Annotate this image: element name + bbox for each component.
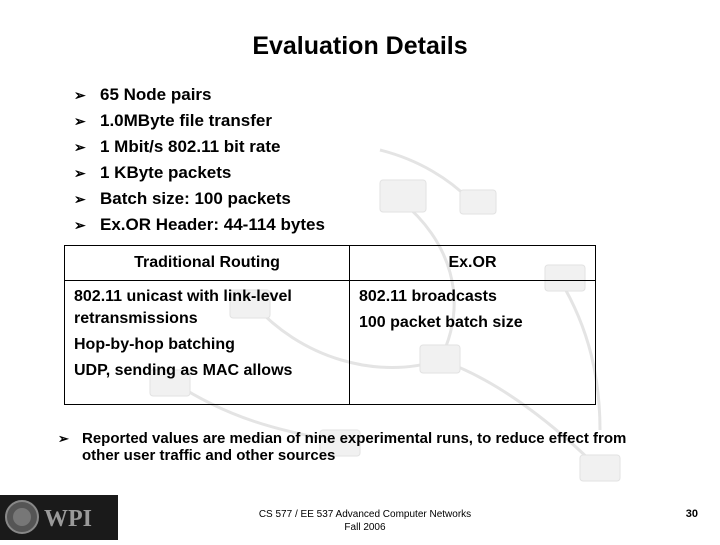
note-line-1: Reported values are median of nine experimental runs, to reduce effect from bbox=[82, 430, 627, 447]
footer-term: Fall 2006 bbox=[344, 522, 386, 533]
note-bullet bbox=[58, 430, 678, 464]
bullet-text: Ex.OR Header: 44-114 bytes bbox=[100, 215, 325, 234]
slide-title: Evaluation Details bbox=[252, 32, 468, 60]
arrow-bullet-icon: ➢ bbox=[58, 431, 69, 446]
bullet-item bbox=[74, 160, 325, 186]
bullet-item bbox=[74, 212, 325, 238]
bullet-item bbox=[74, 186, 325, 212]
bullet-text: Batch size: 100 packets bbox=[100, 189, 291, 208]
arrow-bullet-icon: ➢ bbox=[74, 164, 86, 181]
cell-line: 100 packet batch size bbox=[359, 314, 523, 331]
wpi-seal-icon bbox=[0, 495, 118, 540]
bullet-text: 1 Mbit/s 802.11 bit rate bbox=[100, 137, 281, 156]
traditional-routing-cell bbox=[65, 281, 350, 405]
cell-line: 802.11 unicast with link-level bbox=[74, 288, 292, 305]
slide-footer bbox=[240, 508, 490, 534]
bullet-item bbox=[74, 82, 325, 108]
table-row bbox=[65, 281, 596, 405]
header-traditional-routing: Traditional Routing bbox=[65, 246, 350, 281]
bullet-text: 1 KByte packets bbox=[100, 163, 232, 182]
cell-line: 802.11 broadcasts bbox=[359, 288, 497, 305]
bullet-text: 65 Node pairs bbox=[100, 85, 212, 104]
bullet-item bbox=[74, 108, 325, 134]
arrow-bullet-icon: ➢ bbox=[74, 112, 86, 129]
arrow-bullet-icon: ➢ bbox=[74, 86, 86, 103]
table-header-row bbox=[65, 246, 596, 281]
wpi-logo-text: WPI bbox=[44, 506, 92, 532]
bullet-item bbox=[74, 134, 325, 160]
header-exor: Ex.OR bbox=[350, 246, 596, 281]
footer-course: CS 577 / EE 537 Advanced Computer Networks bbox=[258, 509, 472, 520]
arrow-bullet-icon: ➢ bbox=[74, 216, 86, 233]
note-line-2: other user traffic and other sources bbox=[82, 447, 336, 464]
exor-cell bbox=[350, 281, 596, 405]
cell-line: Hop-by-hop batching bbox=[74, 336, 235, 353]
wpi-logo bbox=[0, 495, 118, 540]
bullet-list bbox=[74, 82, 325, 238]
bullet-text: 1.0MByte file transfer bbox=[100, 111, 272, 130]
page-number: 30 bbox=[685, 508, 698, 520]
cell-line: UDP, sending as MAC allows bbox=[74, 362, 293, 379]
arrow-bullet-icon: ➢ bbox=[74, 138, 86, 155]
cell-line: retransmissions bbox=[74, 310, 198, 327]
arrow-bullet-icon: ➢ bbox=[74, 190, 86, 207]
comparison-table bbox=[64, 245, 596, 405]
